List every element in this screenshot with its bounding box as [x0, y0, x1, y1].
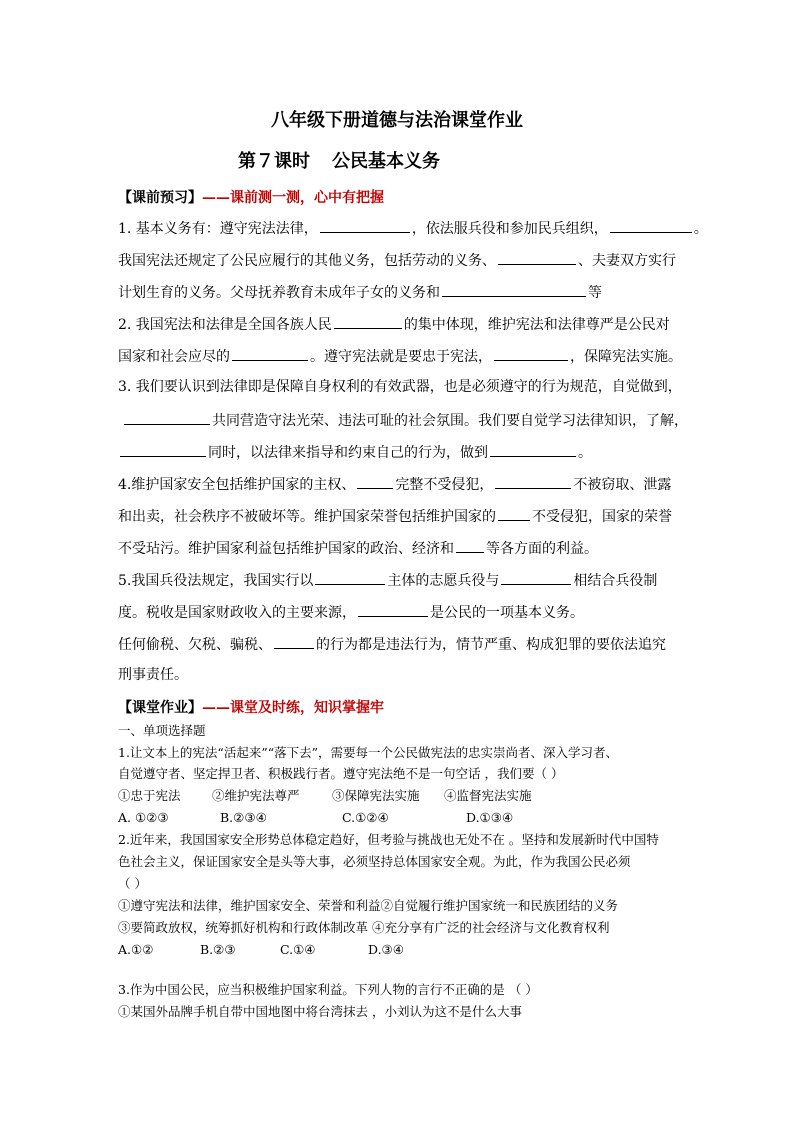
cw-q1-options	[118, 786, 532, 806]
lesson-number: 第７课时	[238, 151, 310, 172]
text-run: 是公民的一项基本义务。	[430, 605, 584, 621]
blank	[124, 409, 210, 425]
text-run: ④监督宪法实施	[444, 788, 532, 803]
blank	[442, 281, 586, 297]
text-run: 完整不受侵犯，	[395, 477, 494, 493]
cw-q2-line3: （ ）	[118, 876, 147, 891]
text-run: ①忠于宪法	[118, 788, 181, 803]
blank	[120, 441, 206, 457]
blank	[501, 569, 571, 585]
text-run: 同时，以法律来指导和约束自己的行为，做到	[208, 445, 488, 461]
lesson-title	[238, 147, 440, 173]
text-run: 计划生育的义务。父母抚养教育未成年子女的义务和	[118, 285, 440, 301]
text-run: C.①②④	[342, 810, 389, 825]
cw-q2-line2: 色社会主义，保证国家安全是头等大事，必须坚持总体国家安全观。为此，作为我国公民必须	[118, 854, 631, 869]
cw-q2-opt2: ③要简政放权，统筹抓好机构和行政体制改革 ④充分享有广泛的社会经济与文化教育权利	[118, 920, 610, 935]
text-run: D.③④	[368, 942, 404, 957]
text-run: A. ①②③	[118, 810, 169, 825]
classwork-part-title: 一、单项选择题	[118, 723, 206, 738]
text-run: 任何偷税、欠税、骗税、	[118, 637, 272, 653]
blank	[358, 601, 428, 617]
preview-q5-line1	[118, 569, 657, 591]
text-run: 不受侵犯，国家的荣誉	[532, 509, 672, 525]
blank	[498, 249, 576, 265]
preview-q5-line2	[118, 601, 584, 623]
preview-q4-line3	[118, 537, 598, 559]
preview-q5-line3	[118, 633, 666, 655]
lesson-name: 公民基本义务	[332, 151, 440, 172]
cw-q3-line2: ①某国外品牌手机自带中国地图中将台湾抹去 ，小刘认为这不是什么大事	[118, 1004, 522, 1019]
text-run: 我国宪法还规定了公民应履行的其他义务，包括劳动的义务、	[118, 253, 496, 269]
cw-q1-line1: 1.让文本上的宪法“活起来”“落下去”，需要每一个公民做宪法的忠实崇尚者、深入学习者、	[118, 745, 618, 760]
text-run: 主体的志愿兵役与	[387, 573, 500, 589]
text-run: 4.维护国家安全包括维护国家的主权、	[118, 477, 356, 493]
text-run: 相结合兵役制	[573, 573, 658, 589]
text-run: 2. 我国宪法和法律是全国各族人民	[118, 317, 332, 333]
text-run: 度。税收是国家财政收入的主要来源，	[118, 605, 356, 621]
document-title: 八年级下册道德与法治课堂作业	[271, 110, 523, 131]
cw-q2-opt1: ①遵守宪法和法律，维护国家安全、荣誉和利益②自觉履行维护国家统一和民族团结的义务	[118, 898, 619, 913]
blank	[494, 345, 568, 361]
text-run: ，保障宪法实施。	[570, 349, 682, 365]
text-run: ③保障宪法实施	[332, 788, 420, 803]
blank	[274, 633, 314, 649]
blank	[334, 313, 402, 329]
text-run: 共同营造守法光荣、违法可耻的社会氛围。我们要自觉学习法律知识，了解，	[212, 413, 688, 429]
preview-q2-line1	[118, 313, 670, 335]
preview-q2-line2	[118, 345, 682, 367]
text-run: C.①④	[280, 942, 316, 957]
preview-q3-line3	[118, 441, 592, 463]
text-run: ，依法服兵役和参加民兵组织，	[411, 221, 608, 237]
text-run: ②维护宪法尊严	[212, 788, 300, 803]
text-run: 和出卖，社会秩序不被破坏等。维护国家荣誉包括维护国家的	[118, 509, 496, 525]
text-run: 的集中体现，维护宪法和法律尊严是公民对	[403, 317, 670, 333]
text-run: 。	[578, 445, 592, 461]
text-run: 1. 基本义务有：遵守宪法法律，	[118, 221, 318, 237]
blank	[357, 473, 393, 489]
blank	[232, 345, 308, 361]
blank	[456, 537, 484, 553]
text-run: 刑事责任。	[118, 667, 188, 683]
text-run: 等各方面的利益。	[486, 541, 598, 557]
text-run: 不被窃取、泄露	[573, 477, 672, 493]
text-run: B.②③④	[220, 810, 267, 825]
blank	[498, 505, 530, 521]
text-run: 3. 我们要认识到法律即是保障自身权利的有效武器，也是必须遵守的行为规范，自觉做到，	[118, 379, 682, 395]
preview-q1-line2	[118, 249, 676, 271]
preview-q4-line1	[118, 473, 671, 495]
blank	[610, 217, 692, 233]
text-run: 的行为都是违法行为，情节严重、构成犯罪的要依法追究	[316, 637, 666, 653]
text-run: B.②③	[200, 942, 236, 957]
preview-q3-line2	[118, 409, 688, 431]
preview-q3-line1	[118, 377, 682, 397]
cw-q2-line1: 2.近年来，我国国家安全形势总体稳定趋好，但考验与挑战也无处不在 。坚持和发展新时代中国特	[118, 832, 659, 847]
preview-q1-line1	[118, 217, 708, 239]
cw-q3-line1: 3.作为中国公民，应当积极维护国家利益。下列人物的言行不正确的是 （ ）	[118, 982, 538, 997]
blank	[490, 441, 576, 457]
cw-q1-choices	[118, 808, 513, 828]
text-run: 。遵守宪法就是要忠于宪法，	[310, 349, 492, 365]
text-run: 不受玷污。维护国家利益包括维护国家的政治、经济和	[118, 541, 454, 557]
text-run: A.①②	[118, 942, 154, 957]
section-classwork-heading: 【课堂作业】——课堂及时练，知识掌握牢	[118, 700, 384, 716]
text-run: 等	[588, 285, 602, 301]
blank	[320, 217, 410, 233]
blank	[315, 569, 385, 585]
text-run: 、夫妻双方实行	[578, 253, 676, 269]
text-run: D.①③④	[466, 810, 514, 825]
cw-q1-line2: 自觉遵守者、坚定捍卫者、积极践行者。遵守宪法绝不是一句空话 ，我们要（ ）	[118, 766, 564, 781]
preview-q4-line2	[118, 505, 672, 527]
blank	[495, 473, 571, 489]
text-run: 。	[693, 221, 708, 237]
cw-q2-choices	[118, 940, 404, 960]
preview-q5-line4	[118, 665, 188, 685]
text-run: 国家和社会应尽的	[118, 349, 230, 365]
preview-q1-line3	[118, 281, 602, 303]
text-run: 5.我国兵役法规定，我国实行以	[118, 573, 314, 589]
section-preview-heading: 【课前预习】——课前测一测，心中有把握	[118, 190, 384, 206]
